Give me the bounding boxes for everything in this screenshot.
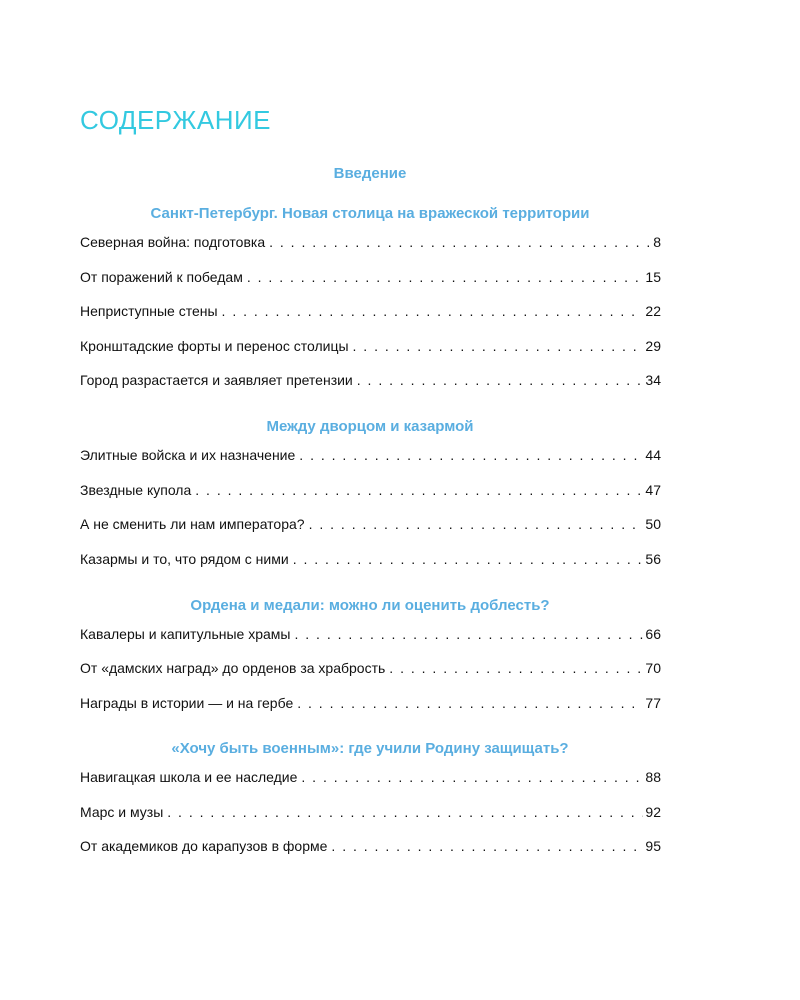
dot-leader <box>299 445 643 465</box>
toc-entry-page: 70 <box>645 660 661 676</box>
toc-entry-page: 50 <box>645 516 661 532</box>
toc-entry-title: От академиков до карапузов в форме <box>80 838 328 854</box>
toc-entry-page: 22 <box>645 303 661 319</box>
toc-entry-page: 15 <box>645 269 661 285</box>
toc-entry-title: Северная война: подготовка <box>80 234 266 250</box>
toc-entry-title: Неприступные стены <box>80 303 218 319</box>
toc-entry[interactable] <box>80 624 661 644</box>
toc-entry-page: 66 <box>645 626 661 642</box>
toc-entry[interactable] <box>80 232 661 252</box>
toc-entry-title: А не сменить ли нам императора? <box>80 516 305 532</box>
toc-entry-page: 34 <box>645 372 661 388</box>
dot-leader <box>293 549 644 569</box>
dot-leader <box>269 232 651 252</box>
toc-entry[interactable] <box>80 549 661 569</box>
dot-leader <box>301 767 643 787</box>
toc-entry-page: 29 <box>645 338 661 354</box>
section-heading-orders-medals[interactable]: Ордена и медали: можно ли оценить доблесть? <box>190 597 550 614</box>
toc-entry-page: 56 <box>645 551 661 567</box>
dot-leader <box>331 836 643 856</box>
toc-entry[interactable] <box>80 514 661 534</box>
toc-entry-title: Награды в истории — и на гербе <box>80 695 294 711</box>
toc-entry-title: Кронштадские форты и перенос столицы <box>80 338 349 354</box>
toc-entry-title: Звездные купола <box>80 482 192 498</box>
toc-entry-page: 88 <box>645 769 661 785</box>
dot-leader <box>309 514 644 534</box>
toc-entry[interactable] <box>80 267 661 287</box>
toc-entry[interactable] <box>80 301 661 321</box>
page-title: СОДЕРЖАНИЕ <box>80 105 272 135</box>
toc-entry[interactable] <box>80 767 661 787</box>
toc-entry[interactable] <box>80 445 661 465</box>
toc-entry[interactable] <box>80 693 661 713</box>
toc-entry[interactable] <box>80 480 661 500</box>
toc-entry[interactable] <box>80 802 661 822</box>
dot-leader <box>389 658 643 678</box>
toc-entry-page: 8 <box>653 234 661 250</box>
toc-entry-page: 95 <box>645 838 661 854</box>
toc-entry[interactable] <box>80 836 661 856</box>
dot-leader <box>295 624 644 644</box>
toc-entry[interactable] <box>80 370 661 390</box>
toc-entry[interactable] <box>80 658 661 678</box>
toc-entry-title: Марс и музы <box>80 804 164 820</box>
toc-entry-page: 92 <box>645 804 661 820</box>
toc-entry-title: Город разрастается и заявляет претензии <box>80 372 353 388</box>
intro-heading[interactable]: Введение <box>333 165 407 182</box>
toc-entry-title: Элитные войска и их назначение <box>80 447 296 463</box>
toc-entry-page: 47 <box>645 482 661 498</box>
toc-entry-title: От «дамских наград» до орденов за храбрость <box>80 660 386 676</box>
toc-entry-page: 77 <box>645 695 661 711</box>
toc-entry[interactable] <box>80 336 661 356</box>
section-heading-saint-petersburg[interactable]: Санкт-Петербург. Новая столица на вражеской территории <box>150 205 590 222</box>
toc-entry-title: Кавалеры и капитульные храмы <box>80 626 291 642</box>
toc-entry-page: 44 <box>645 447 661 463</box>
dot-leader <box>195 480 643 500</box>
section-heading-palace-barracks[interactable]: Между дворцом и казармой <box>266 418 474 435</box>
dot-leader <box>297 693 643 713</box>
dot-leader <box>167 802 643 822</box>
dot-leader <box>247 267 644 287</box>
section-heading-military-schools[interactable]: «Хочу быть военным»: где учили Родину защищать? <box>171 740 569 757</box>
toc-entry-title: От поражений к победам <box>80 269 243 285</box>
dot-leader <box>353 336 644 356</box>
toc-entry-title: Казармы и то, что рядом с ними <box>80 551 289 567</box>
dot-leader <box>222 301 644 321</box>
dot-leader <box>357 370 644 390</box>
toc-entry-title: Навигацкая школа и ее наследие <box>80 769 298 785</box>
